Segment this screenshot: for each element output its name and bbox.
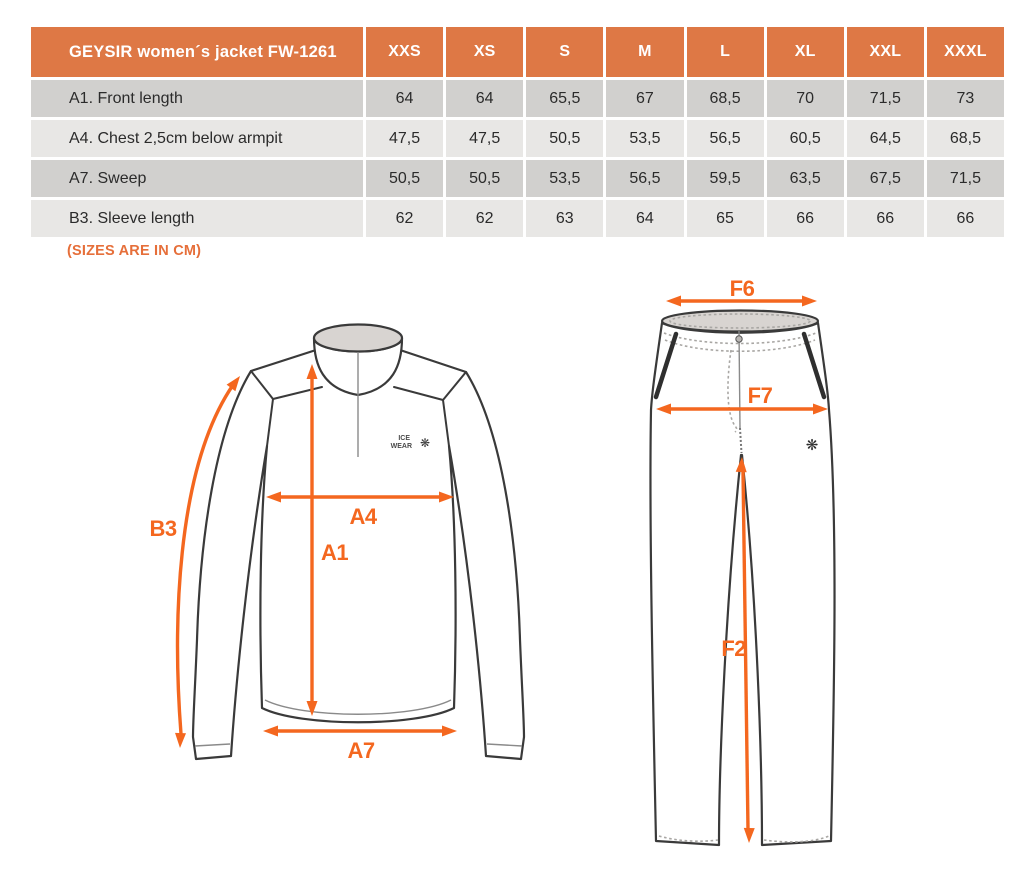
size-column-header-s: S <box>526 27 603 77</box>
label-f2: F2 <box>721 636 746 661</box>
size-value-cell: 66 <box>847 200 924 237</box>
table-row-sweep <box>31 160 1004 197</box>
size-value-cell: 63,5 <box>767 160 844 197</box>
waist-button <box>736 336 742 342</box>
size-value-cell: 65,5 <box>526 80 603 117</box>
label-f6: F6 <box>729 276 755 301</box>
table-row-sleeve-length <box>31 200 1004 237</box>
svg-text:WEAR: WEAR <box>390 443 412 450</box>
size-column-header-xxxl: XXXL <box>927 27 1004 77</box>
row-label: A7. Sweep <box>31 160 363 197</box>
row-label: B3. Sleeve length <box>31 200 363 237</box>
label-b3: B3 <box>149 516 177 541</box>
size-value-cell: 50,5 <box>366 160 443 197</box>
table-row-chest <box>31 120 1004 157</box>
size-value-cell: 67 <box>606 80 683 117</box>
size-value-cell: 53,5 <box>606 120 683 157</box>
label-f7: F7 <box>747 383 773 408</box>
pants-diagram <box>620 268 860 868</box>
table-title: GEYSIR women´s jacket FW-1261 <box>31 27 363 77</box>
size-value-cell: 70 <box>767 80 844 117</box>
size-value-cell: 71,5 <box>927 160 1004 197</box>
size-value-cell: 62 <box>446 200 523 237</box>
logo-snowflake-icon: ❋ <box>420 436 431 450</box>
size-value-cell: 65 <box>687 200 764 237</box>
size-value-cell: 71,5 <box>847 80 924 117</box>
size-column-header-xxl: XXL <box>847 27 924 77</box>
size-value-cell: 68,5 <box>687 80 764 117</box>
center-front-seam <box>739 331 740 428</box>
size-value-cell: 56,5 <box>687 120 764 157</box>
size-value-cell: 60,5 <box>767 120 844 157</box>
waist-opening <box>662 311 818 332</box>
size-column-header-m: M <box>606 27 683 77</box>
size-table <box>28 24 1007 240</box>
pants-outline <box>650 311 834 846</box>
label-a7: A7 <box>347 738 375 763</box>
size-value-cell: 50,5 <box>526 120 603 157</box>
size-value-cell: 67,5 <box>847 160 924 197</box>
measurement-arrow-f6 <box>666 276 817 307</box>
size-value-cell: 66 <box>927 200 1004 237</box>
size-value-cell: 53,5 <box>526 160 603 197</box>
measurement-arrow-a7 <box>263 726 457 764</box>
row-label: A4. Chest 2,5cm below armpit <box>31 120 363 157</box>
size-column-header-xs: XS <box>446 27 523 77</box>
units-note: (SIZES ARE IN CM) <box>67 243 202 259</box>
size-value-cell: 66 <box>767 200 844 237</box>
size-value-cell: 73 <box>927 80 1004 117</box>
jacket-diagram <box>130 300 580 780</box>
size-column-header-l: L <box>687 27 764 77</box>
size-column-header-xxs: XXS <box>366 27 443 77</box>
size-value-cell: 59,5 <box>687 160 764 197</box>
label-a1: A1 <box>321 540 349 565</box>
size-value-cell: 68,5 <box>927 120 1004 157</box>
size-value-cell: 64 <box>366 80 443 117</box>
label-a4: A4 <box>349 504 377 529</box>
size-value-cell: 47,5 <box>366 120 443 157</box>
size-column-header-xl: XL <box>767 27 844 77</box>
size-value-cell: 63 <box>526 200 603 237</box>
row-label: A1. Front length <box>31 80 363 117</box>
size-value-cell: 56,5 <box>606 160 683 197</box>
svg-text:ICE: ICE <box>398 435 410 442</box>
size-value-cell: 64 <box>606 200 683 237</box>
table-header-row <box>31 27 1004 77</box>
table-row-front-length <box>31 80 1004 117</box>
collar-opening <box>314 325 402 352</box>
size-value-cell: 50,5 <box>446 160 523 197</box>
size-value-cell: 62 <box>366 200 443 237</box>
pants-snowflake-icon: ❋ <box>805 437 819 454</box>
size-value-cell: 47,5 <box>446 120 523 157</box>
size-value-cell: 64,5 <box>847 120 924 157</box>
size-value-cell: 64 <box>446 80 523 117</box>
